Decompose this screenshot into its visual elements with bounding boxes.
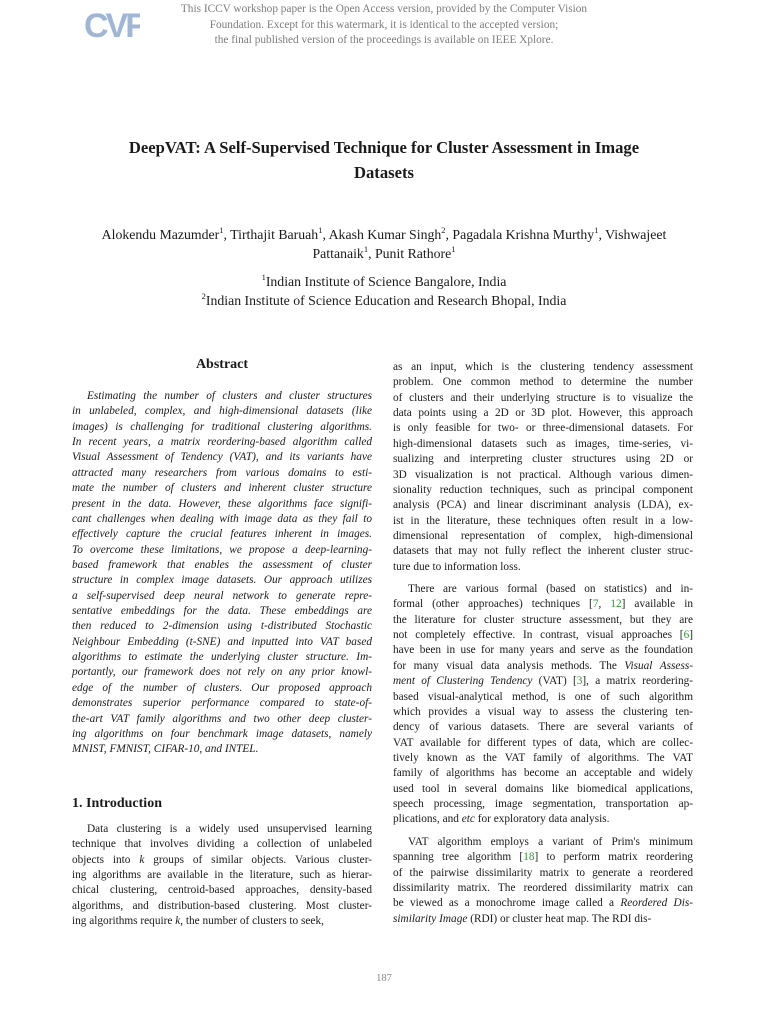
text-line: which provides a visual way to assess the clustering ten-	[393, 705, 693, 718]
emphasis: Reordered Dis-	[620, 897, 693, 910]
watermark-line: This ICCV workshop paper is the Open Access version, provided by the Computer Vision	[180, 3, 588, 15]
affiliation-text: Indian Institute of Science Bangalore, India	[265, 274, 507, 289]
watermark-line: Foundation. Except for this watermark, it is identical to the accepted version;	[209, 18, 559, 31]
text-line: used tool in several domains like biomedical applications,	[393, 782, 693, 795]
author-name: Tirthajit Baruah	[230, 227, 319, 242]
text-line: MNIST, FMNIST, CIFAR-10, and INTEL.	[72, 743, 259, 756]
watermark-line: the final published version of the proceedings is available on IEEE Xplore.	[214, 34, 554, 46]
author-name: Akash Kumar Singh	[328, 227, 442, 242]
text-line: speech processing, image segmentation, transportation ap-	[393, 798, 693, 811]
right-column-body	[393, 360, 693, 927]
text-line: not completely effective. In contrast, visual approaches [6]	[393, 629, 693, 642]
author-line	[60, 244, 708, 263]
text-line: attracted many researchers from various domains to esti-	[72, 466, 372, 479]
text-line: Neighbour Embedding (t-SNE) and inputted into VAT based	[72, 635, 372, 648]
text-line: algorithms to estimate the underlying cluster structure. Im-	[72, 651, 372, 664]
affiliation-sup: 1	[261, 272, 266, 282]
author-separator: ,	[368, 246, 375, 261]
text-line: high-dimensional datasets such as images, time-series, vi-	[393, 437, 693, 450]
emphasis: ment of Clustering Tendency	[393, 675, 533, 688]
text-line: chical clustering, centroid-based approaches, density-based	[72, 884, 372, 897]
text-line: structure in complex image datasets. Our approach utilizes	[72, 574, 372, 587]
text-line: ment of Clustering Tendency (VAT) [3], a matrix reordering-	[393, 675, 693, 688]
text-line: datasets that may not fully reflect the inherent cluster struc-	[393, 545, 693, 558]
text-line: ing algorithms on four benchmark image datasets, namely	[72, 727, 372, 740]
text-line: ing algorithms are available in the literature, such as hierar-	[72, 869, 372, 882]
text-line: edge of the number of clusters. Our proposed approach	[72, 681, 372, 694]
citation-link[interactable]: 6	[683, 629, 690, 642]
text-line: a self-supervised deep neural network to generate repre-	[72, 589, 372, 602]
paper-title	[60, 136, 708, 185]
text-line: similarity Image (RDI) or cluster heat map. The RDI dis-	[393, 912, 652, 925]
text-line: There are various formal (based on statistics) and in-	[408, 583, 693, 596]
text-line: be viewed as a monochrome image called a Reordered Dis-	[393, 897, 693, 910]
svg-text:CVF: CVF	[84, 7, 140, 44]
title-line: Datasets	[354, 162, 414, 182]
author-separator: ,	[598, 227, 606, 242]
text-line: then reduced to 2-dimension using t-distributed Stochastic	[72, 620, 372, 633]
author-separator: ,	[445, 227, 453, 242]
text-line: present in the data. However, these algorithms face signifi-	[72, 497, 372, 510]
text-line: dissimilarity matrix. The reordered dissimilarity matrix can	[393, 881, 693, 894]
author-separator: ,	[223, 227, 231, 242]
text-line: portantly, our framework does not rely on any prior knowl-	[72, 666, 372, 679]
text-line: plications, and etc for exploratory data analysis.	[393, 813, 610, 826]
math-var: k	[175, 915, 181, 928]
text-line: dimensional representation of complex, high-dimensional	[393, 529, 693, 542]
text-line: based visual-analytical method, is one of such algorithm	[393, 690, 693, 703]
text-line: algorithms, and distribution-based clustering. Most cluster-	[72, 899, 372, 912]
author-list	[60, 225, 708, 263]
title-line: DeepVAT: A Self-Supervised Technique for Cluster Assessment in Image	[128, 138, 640, 157]
author-name: Pattanaik	[312, 246, 364, 261]
text-line: effectively capture the crucial features inherent in images.	[72, 528, 372, 541]
author-affil-sup: 1	[363, 244, 369, 254]
citation-link[interactable]: 18	[523, 851, 535, 864]
author-affil-sup: 1	[318, 225, 323, 235]
author-name: Punit Rathore	[374, 246, 452, 261]
text-line: VAT algorithm employs a variant of Prim's minimum	[408, 835, 693, 848]
text-line: in unlabeled, complex, and high-dimensional datasets (like	[72, 405, 372, 418]
abstract-heading: Abstract	[195, 357, 249, 372]
abstract-body	[72, 389, 372, 758]
text-line: the-art VAT family algorithms and two other deep cluster-	[72, 712, 372, 725]
text-line: problem. One common method to determine the number	[393, 376, 693, 389]
text-line: is only feasible for two- or three-dimensional datasets. For	[393, 422, 693, 435]
text-line: tively known as the VAT family of algorithms. The VAT	[393, 751, 693, 764]
citation-link[interactable]: 12	[610, 598, 622, 611]
author-name: Pagadala Krishna Murthy	[452, 227, 595, 242]
emphasis: etc	[461, 813, 475, 826]
text-line: sualizing and interpreting cluster structures using 2D or	[393, 453, 693, 466]
text-line: Data clustering is a widely used unsupervised learning	[87, 823, 372, 835]
text-line: technique that involves dividing a collection of unlabeled	[72, 838, 372, 851]
author-affil-sup: 1	[219, 225, 224, 235]
author-name: Alokendu Mazumder	[101, 227, 220, 242]
text-line: cant challenges when dealing with image data as they fail to	[72, 512, 372, 525]
text-line: have been in use for many years and serve as the foundation	[393, 644, 693, 657]
emphasis: similarity Image	[393, 912, 468, 925]
text-line: objects into k groups of similar objects. Various cluster-	[72, 853, 372, 866]
text-line: ist in the literature, these techniques often result in a low-	[393, 514, 693, 527]
introduction-body	[72, 822, 372, 930]
text-line: ture due to information loss.	[393, 560, 521, 573]
author-affil-sup: 2	[441, 225, 446, 235]
citation-link[interactable]: 3	[576, 675, 583, 688]
text-line: formal (other approaches) techniques [7, 12] available in	[393, 598, 694, 611]
author-separator: ,	[322, 227, 329, 242]
open-access-watermark	[150, 2, 618, 49]
math-var: k	[139, 853, 145, 866]
text-line: the literature for cluster structure assessment, but they are	[393, 613, 693, 626]
text-line: demonstrates superior performance compared to state-of-	[72, 697, 372, 710]
text-line: ing algorithms require k, the number of clusters to seek,	[72, 915, 324, 928]
introduction-heading: 1. Introduction	[72, 796, 162, 811]
emphasis: Visual Assess-	[624, 659, 693, 672]
text-line: family of algorithms has become an acceptable and widely	[393, 767, 693, 780]
text-line: VAT available for different types of data, which are collec-	[393, 736, 693, 749]
affiliation	[60, 273, 708, 292]
citation-link[interactable]: 7	[592, 598, 599, 611]
text-line: dency of various datasets. There are several variants of	[393, 721, 693, 734]
affiliation-sup: 2	[201, 290, 206, 301]
author-line	[60, 225, 708, 244]
text-line: for many visual data analysis methods. The Visual Assess-	[393, 659, 693, 672]
text-line: of clusters and their underlying structure is to visualize the	[393, 391, 693, 404]
text-line: based framework that enables the assessment of cluster	[72, 558, 372, 571]
paragraph-gap	[393, 828, 693, 835]
text-line: images) is challenging for traditional clustering algorithms.	[72, 420, 372, 433]
text-line: data points using a 2D or 3D plot. However, this approach	[393, 407, 693, 420]
cvf-logo-graphic	[84, 4, 140, 44]
text-line: sionality reduction techniques, such as principal component	[393, 483, 693, 496]
page-number: 187	[376, 973, 392, 984]
text-line: In recent years, a matrix reordering-based algorithm called	[72, 436, 372, 449]
text-line: Visual Assessment of Tendency (VAT), and its variants have	[72, 451, 372, 464]
text-line: of the pairwise dissimilarity matrix to generate a reordered	[393, 866, 693, 879]
affiliations	[60, 273, 708, 310]
text-line: Estimating the number of clusters and cluster structures	[87, 390, 372, 402]
text-line: mate the number of clusters and inherent cluster structure	[72, 482, 372, 495]
text-line: 3D visualization is not practical. Although various dimen-	[393, 468, 693, 481]
text-line: To overcome these limitations, we propose a deep-learning-	[72, 543, 372, 556]
affiliation	[60, 292, 708, 311]
author-affil-sup: 1	[594, 225, 599, 235]
affiliation-text: Indian Institute of Science Education and Research Bhopal, India	[205, 292, 567, 308]
cvf-logo	[84, 4, 140, 49]
paragraph-gap	[393, 575, 693, 582]
text-line: analysis (PCA) and linear discriminant analysis (LDA), ex-	[393, 499, 693, 512]
text-line: spanning tree algorithm [18] to perform matrix reordering	[393, 851, 693, 864]
author-affil-sup: 1	[451, 244, 456, 254]
author-name: Vishwajeet	[605, 227, 667, 242]
text-line: as an input, which is the clustering tendency assessment	[393, 361, 693, 373]
text-line: sentative embeddings for the data. These embeddings are	[72, 605, 372, 618]
